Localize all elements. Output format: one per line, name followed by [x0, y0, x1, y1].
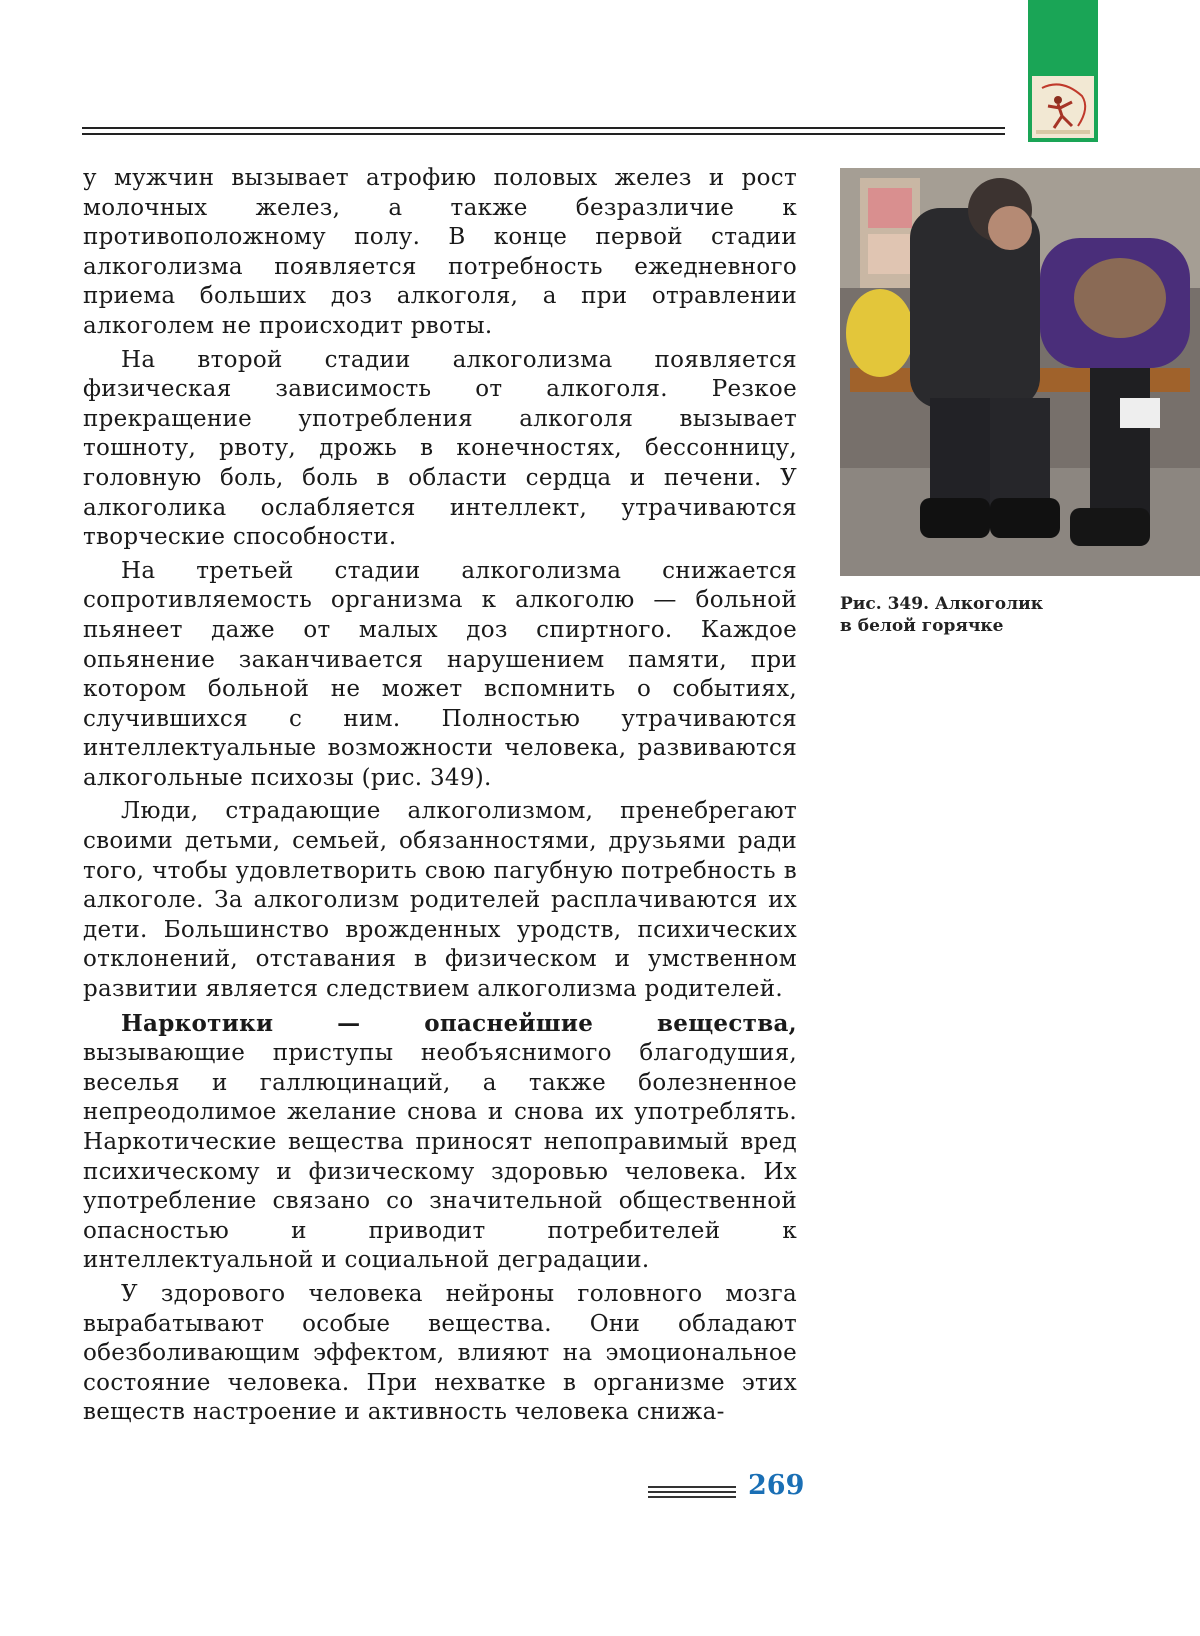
figure-caption: [840, 593, 1140, 637]
paragraph-5: [83, 1009, 797, 1276]
paragraph-5-text: вызывающие приступы необъяснимого благодушия, веселья и галлюцинаций, а также болезненное непреодолимое желание снова и снова их употреблять. Наркотические вещества приносят непоправимый вред психическому и физическому здоровью человека. Их употребление связано со значительной общественной опасностью и приводит потребителей к интеллектуальной и социальной деградации.: [83, 1040, 797, 1274]
term-narcotics: Наркотики — опаснейшие вещества,: [121, 1009, 797, 1037]
gymnast-thumbnail-image: [1032, 76, 1094, 138]
header-rule-top: [82, 127, 1005, 129]
header-rule-bottom: [82, 133, 1005, 135]
body-text: [83, 164, 797, 1432]
caption-line-1: Рис. 349. Алкоголик: [840, 594, 1043, 614]
caption-line-2: в белой горячке: [840, 616, 1004, 636]
paragraph-2: На второй стадии алкоголизма появляется физическая зависимость от алкоголя. Резкое прекращение употребления алкоголя вызывает тошноту, рвоту, дрожь в конечностях, бессонницу, головную боль, боль в области сердца и печени. У алкоголика ослабляется интеллект, утрачиваются творческие способности.: [83, 346, 797, 551]
paragraph-4: Люди, страдающие алкоголизмом, пренебрегают своими детьми, семьей, обязанностями, друзьями ради того, чтобы удовлетворить свою пагубную потребность в алкоголе. За алкоголизм родителей расплачиваются их дети. Большинство врожденных уродств, психических отклонений, отставания в физическом и умственном развитии является следствием алкоголизма родителей.: [83, 798, 797, 1003]
paragraph-1: у мужчин вызывает атрофию половых желез и рост молочных желез, а также безразличие к противоположному полу. В конце первой стадии алкоголизма появляется потребность ежедневного приема больших доз алкоголя, а при отравлении алкоголем не происходит рвоты.: [83, 165, 797, 339]
footer-decorative-lines: [648, 1486, 736, 1501]
page-number: 269: [748, 1470, 805, 1501]
figure-349-photo: [840, 168, 1200, 576]
paragraph-3: На третьей стадии алкоголизма снижается сопротивляемость организма к алкоголю — больной пьянеет даже от малых доз спиртного. Каждое опьянение заканчивается нарушением памяти, при котором больной не может вспомнить о событиях, случившихся с ним. Полностью утрачиваются интеллектуальные возможности человека, развиваются алкогольные психозы (рис. 349).: [83, 557, 797, 791]
paragraph-6: У здорового человека нейроны головного мозга вырабатывают особые вещества. Они обладают обезболивающим эффектом, влияют на эмоциональное состояние человека. При нехватке в организме этих веществ настроение и активность человека снижа-: [83, 1280, 797, 1426]
